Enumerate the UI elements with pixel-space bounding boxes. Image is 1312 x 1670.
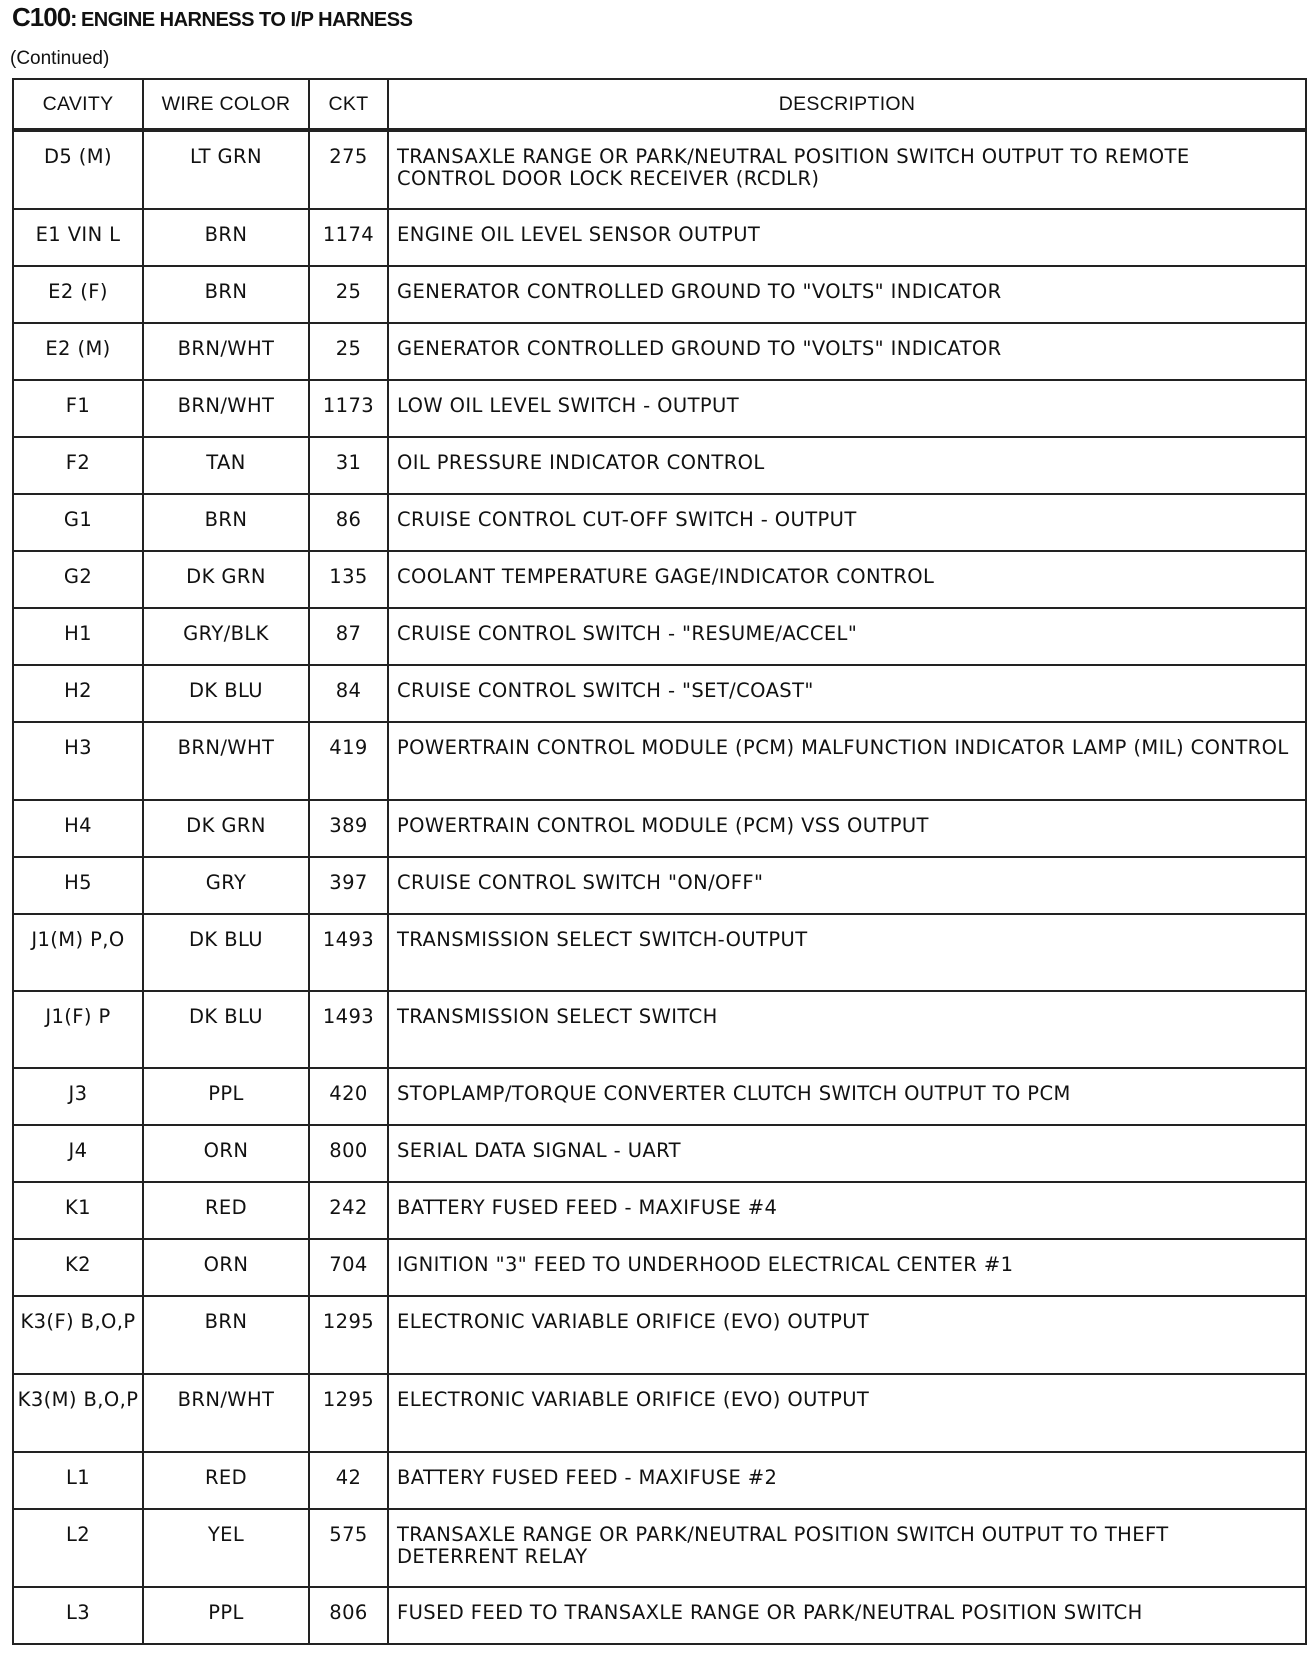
title-separator: : xyxy=(70,6,77,31)
table-row xyxy=(13,209,1306,266)
wire-color-cell: BRN xyxy=(143,209,309,266)
table-row xyxy=(13,494,1306,551)
description-cell: GENERATOR CONTROLLED GROUND TO "VOLTS" INDICATOR xyxy=(388,266,1306,323)
ckt-cell: 84 xyxy=(309,665,388,722)
table-row xyxy=(13,665,1306,722)
ckt-cell: 86 xyxy=(309,494,388,551)
table-row xyxy=(13,1182,1306,1239)
table-row xyxy=(13,266,1306,323)
ckt-cell: 242 xyxy=(309,1182,388,1239)
description-cell: ENGINE OIL LEVEL SENSOR OUTPUT xyxy=(388,209,1306,266)
wire-color-cell: DK BLU xyxy=(143,991,309,1068)
wire-color-cell: BRN xyxy=(143,494,309,551)
description-cell: CRUISE CONTROL SWITCH - "RESUME/ACCEL" xyxy=(388,608,1306,665)
column-header-cavity: CAVITY xyxy=(13,79,143,130)
table-row xyxy=(13,1452,1306,1509)
ckt-cell: 389 xyxy=(309,800,388,857)
cavity-cell: H5 xyxy=(13,857,143,914)
description-cell: ELECTRONIC VARIABLE ORIFICE (EVO) OUTPUT xyxy=(388,1374,1306,1452)
description-cell: IGNITION "3" FEED TO UNDERHOOD ELECTRICAL CENTER #1 xyxy=(388,1239,1306,1296)
connector-code: C100 xyxy=(12,2,71,32)
table-row xyxy=(13,1125,1306,1182)
ckt-cell: 420 xyxy=(309,1068,388,1125)
wire-color-cell: DK BLU xyxy=(143,914,309,991)
table-row xyxy=(13,608,1306,665)
table-row xyxy=(13,323,1306,380)
wire-color-cell: ORN xyxy=(143,1239,309,1296)
ckt-cell: 87 xyxy=(309,608,388,665)
wire-color-cell: BRN/WHT xyxy=(143,722,309,800)
cavity-cell: J1(M) P,O xyxy=(13,914,143,991)
ckt-cell: 275 xyxy=(309,130,388,209)
table-row xyxy=(13,1239,1306,1296)
page-title xyxy=(12,2,412,33)
table-row xyxy=(13,1068,1306,1125)
harness-table xyxy=(12,78,1307,1645)
ckt-cell: 1174 xyxy=(309,209,388,266)
wire-color-cell: DK GRN xyxy=(143,551,309,608)
description-cell: BATTERY FUSED FEED - MAXIFUSE #2 xyxy=(388,1452,1306,1509)
cavity-cell: J4 xyxy=(13,1125,143,1182)
cavity-cell: E2 (F) xyxy=(13,266,143,323)
cavity-cell: G2 xyxy=(13,551,143,608)
cavity-cell: K1 xyxy=(13,1182,143,1239)
cavity-cell: G1 xyxy=(13,494,143,551)
cavity-cell: K2 xyxy=(13,1239,143,1296)
table-row xyxy=(13,1296,1306,1374)
description-cell: TRANSMISSION SELECT SWITCH-OUTPUT xyxy=(388,914,1306,991)
description-cell: STOPLAMP/TORQUE CONVERTER CLUTCH SWITCH OUTPUT TO PCM xyxy=(388,1068,1306,1125)
description-cell: FUSED FEED TO TRANSAXLE RANGE OR PARK/NEUTRAL POSITION SWITCH xyxy=(388,1587,1306,1644)
table-row xyxy=(13,1587,1306,1644)
wire-color-cell: PPL xyxy=(143,1068,309,1125)
cavity-cell: K3(F) B,O,P xyxy=(13,1296,143,1374)
description-cell: POWERTRAIN CONTROL MODULE (PCM) MALFUNCTION INDICATOR LAMP (MIL) CONTROL xyxy=(388,722,1306,800)
table-row xyxy=(13,800,1306,857)
table-row xyxy=(13,1509,1306,1587)
cavity-cell: E2 (M) xyxy=(13,323,143,380)
ckt-cell: 1493 xyxy=(309,914,388,991)
wire-color-cell: BRN/WHT xyxy=(143,380,309,437)
description-cell: GENERATOR CONTROLLED GROUND TO "VOLTS" INDICATOR xyxy=(388,323,1306,380)
ckt-cell: 397 xyxy=(309,857,388,914)
cavity-cell: H4 xyxy=(13,800,143,857)
wire-color-cell: DK GRN xyxy=(143,800,309,857)
ckt-cell: 1295 xyxy=(309,1374,388,1452)
ckt-cell: 31 xyxy=(309,437,388,494)
wire-color-cell: BRN/WHT xyxy=(143,1374,309,1452)
continued-note: (Continued) xyxy=(10,48,110,69)
wire-color-cell: BRN xyxy=(143,1296,309,1374)
ckt-cell: 419 xyxy=(309,722,388,800)
wire-color-cell: YEL xyxy=(143,1509,309,1587)
ckt-cell: 25 xyxy=(309,323,388,380)
cavity-cell: E1 VIN L xyxy=(13,209,143,266)
ckt-cell: 800 xyxy=(309,1125,388,1182)
table-row xyxy=(13,857,1306,914)
wire-color-cell: BRN/WHT xyxy=(143,323,309,380)
table-row xyxy=(13,437,1306,494)
wire-color-cell: LT GRN xyxy=(143,130,309,209)
description-cell: CRUISE CONTROL SWITCH "ON/OFF" xyxy=(388,857,1306,914)
description-cell: POWERTRAIN CONTROL MODULE (PCM) VSS OUTPUT xyxy=(388,800,1306,857)
column-header-description: DESCRIPTION xyxy=(388,79,1306,130)
wire-color-cell: GRY xyxy=(143,857,309,914)
description-cell: BATTERY FUSED FEED - MAXIFUSE #4 xyxy=(388,1182,1306,1239)
cavity-cell: F2 xyxy=(13,437,143,494)
cavity-cell: J3 xyxy=(13,1068,143,1125)
table-row xyxy=(13,130,1306,209)
description-cell: TRANSMISSION SELECT SWITCH xyxy=(388,991,1306,1068)
ckt-cell: 1493 xyxy=(309,991,388,1068)
table-row xyxy=(13,722,1306,800)
ckt-cell: 704 xyxy=(309,1239,388,1296)
ckt-cell: 1295 xyxy=(309,1296,388,1374)
ckt-cell: 25 xyxy=(309,266,388,323)
cavity-cell: D5 (M) xyxy=(13,130,143,209)
description-cell: SERIAL DATA SIGNAL - UART xyxy=(388,1125,1306,1182)
description-cell: CRUISE CONTROL CUT-OFF SWITCH - OUTPUT xyxy=(388,494,1306,551)
table-row xyxy=(13,380,1306,437)
description-cell: TRANSAXLE RANGE OR PARK/NEUTRAL POSITION SWITCH OUTPUT TO REMOTE CONTROL DOOR LOCK RECEIVER (RCDLR) xyxy=(388,130,1306,209)
table-header-row xyxy=(13,79,1306,130)
table-row xyxy=(13,1374,1306,1452)
description-cell: LOW OIL LEVEL SWITCH - OUTPUT xyxy=(388,380,1306,437)
wire-color-cell: GRY/BLK xyxy=(143,608,309,665)
cavity-cell: J1(F) P xyxy=(13,991,143,1068)
cavity-cell: F1 xyxy=(13,380,143,437)
ckt-cell: 135 xyxy=(309,551,388,608)
cavity-cell: L3 xyxy=(13,1587,143,1644)
table-row xyxy=(13,914,1306,991)
wire-color-cell: ORN xyxy=(143,1125,309,1182)
cavity-cell: K3(M) B,O,P xyxy=(13,1374,143,1452)
wire-color-cell: RED xyxy=(143,1182,309,1239)
description-cell: COOLANT TEMPERATURE GAGE/INDICATOR CONTROL xyxy=(388,551,1306,608)
column-header-ckt: CKT xyxy=(309,79,388,130)
ckt-cell: 1173 xyxy=(309,380,388,437)
cavity-cell: L2 xyxy=(13,1509,143,1587)
ckt-cell: 42 xyxy=(309,1452,388,1509)
connector-title: ENGINE HARNESS TO I/P HARNESS xyxy=(80,9,413,31)
wire-color-cell: DK BLU xyxy=(143,665,309,722)
column-header-wire-color: WIRE COLOR xyxy=(143,79,309,130)
cavity-cell: H2 xyxy=(13,665,143,722)
wire-color-cell: RED xyxy=(143,1452,309,1509)
description-cell: OIL PRESSURE INDICATOR CONTROL xyxy=(388,437,1306,494)
table-row xyxy=(13,991,1306,1068)
wire-color-cell: BRN xyxy=(143,266,309,323)
cavity-cell: H1 xyxy=(13,608,143,665)
wire-color-cell: PPL xyxy=(143,1587,309,1644)
table-row xyxy=(13,551,1306,608)
wire-color-cell: TAN xyxy=(143,437,309,494)
description-cell: TRANSAXLE RANGE OR PARK/NEUTRAL POSITION SWITCH OUTPUT TO THEFT DETERRENT RELAY xyxy=(388,1509,1306,1587)
ckt-cell: 575 xyxy=(309,1509,388,1587)
ckt-cell: 806 xyxy=(309,1587,388,1644)
description-cell: CRUISE CONTROL SWITCH - "SET/COAST" xyxy=(388,665,1306,722)
description-cell: ELECTRONIC VARIABLE ORIFICE (EVO) OUTPUT xyxy=(388,1296,1306,1374)
cavity-cell: L1 xyxy=(13,1452,143,1509)
cavity-cell: H3 xyxy=(13,722,143,800)
